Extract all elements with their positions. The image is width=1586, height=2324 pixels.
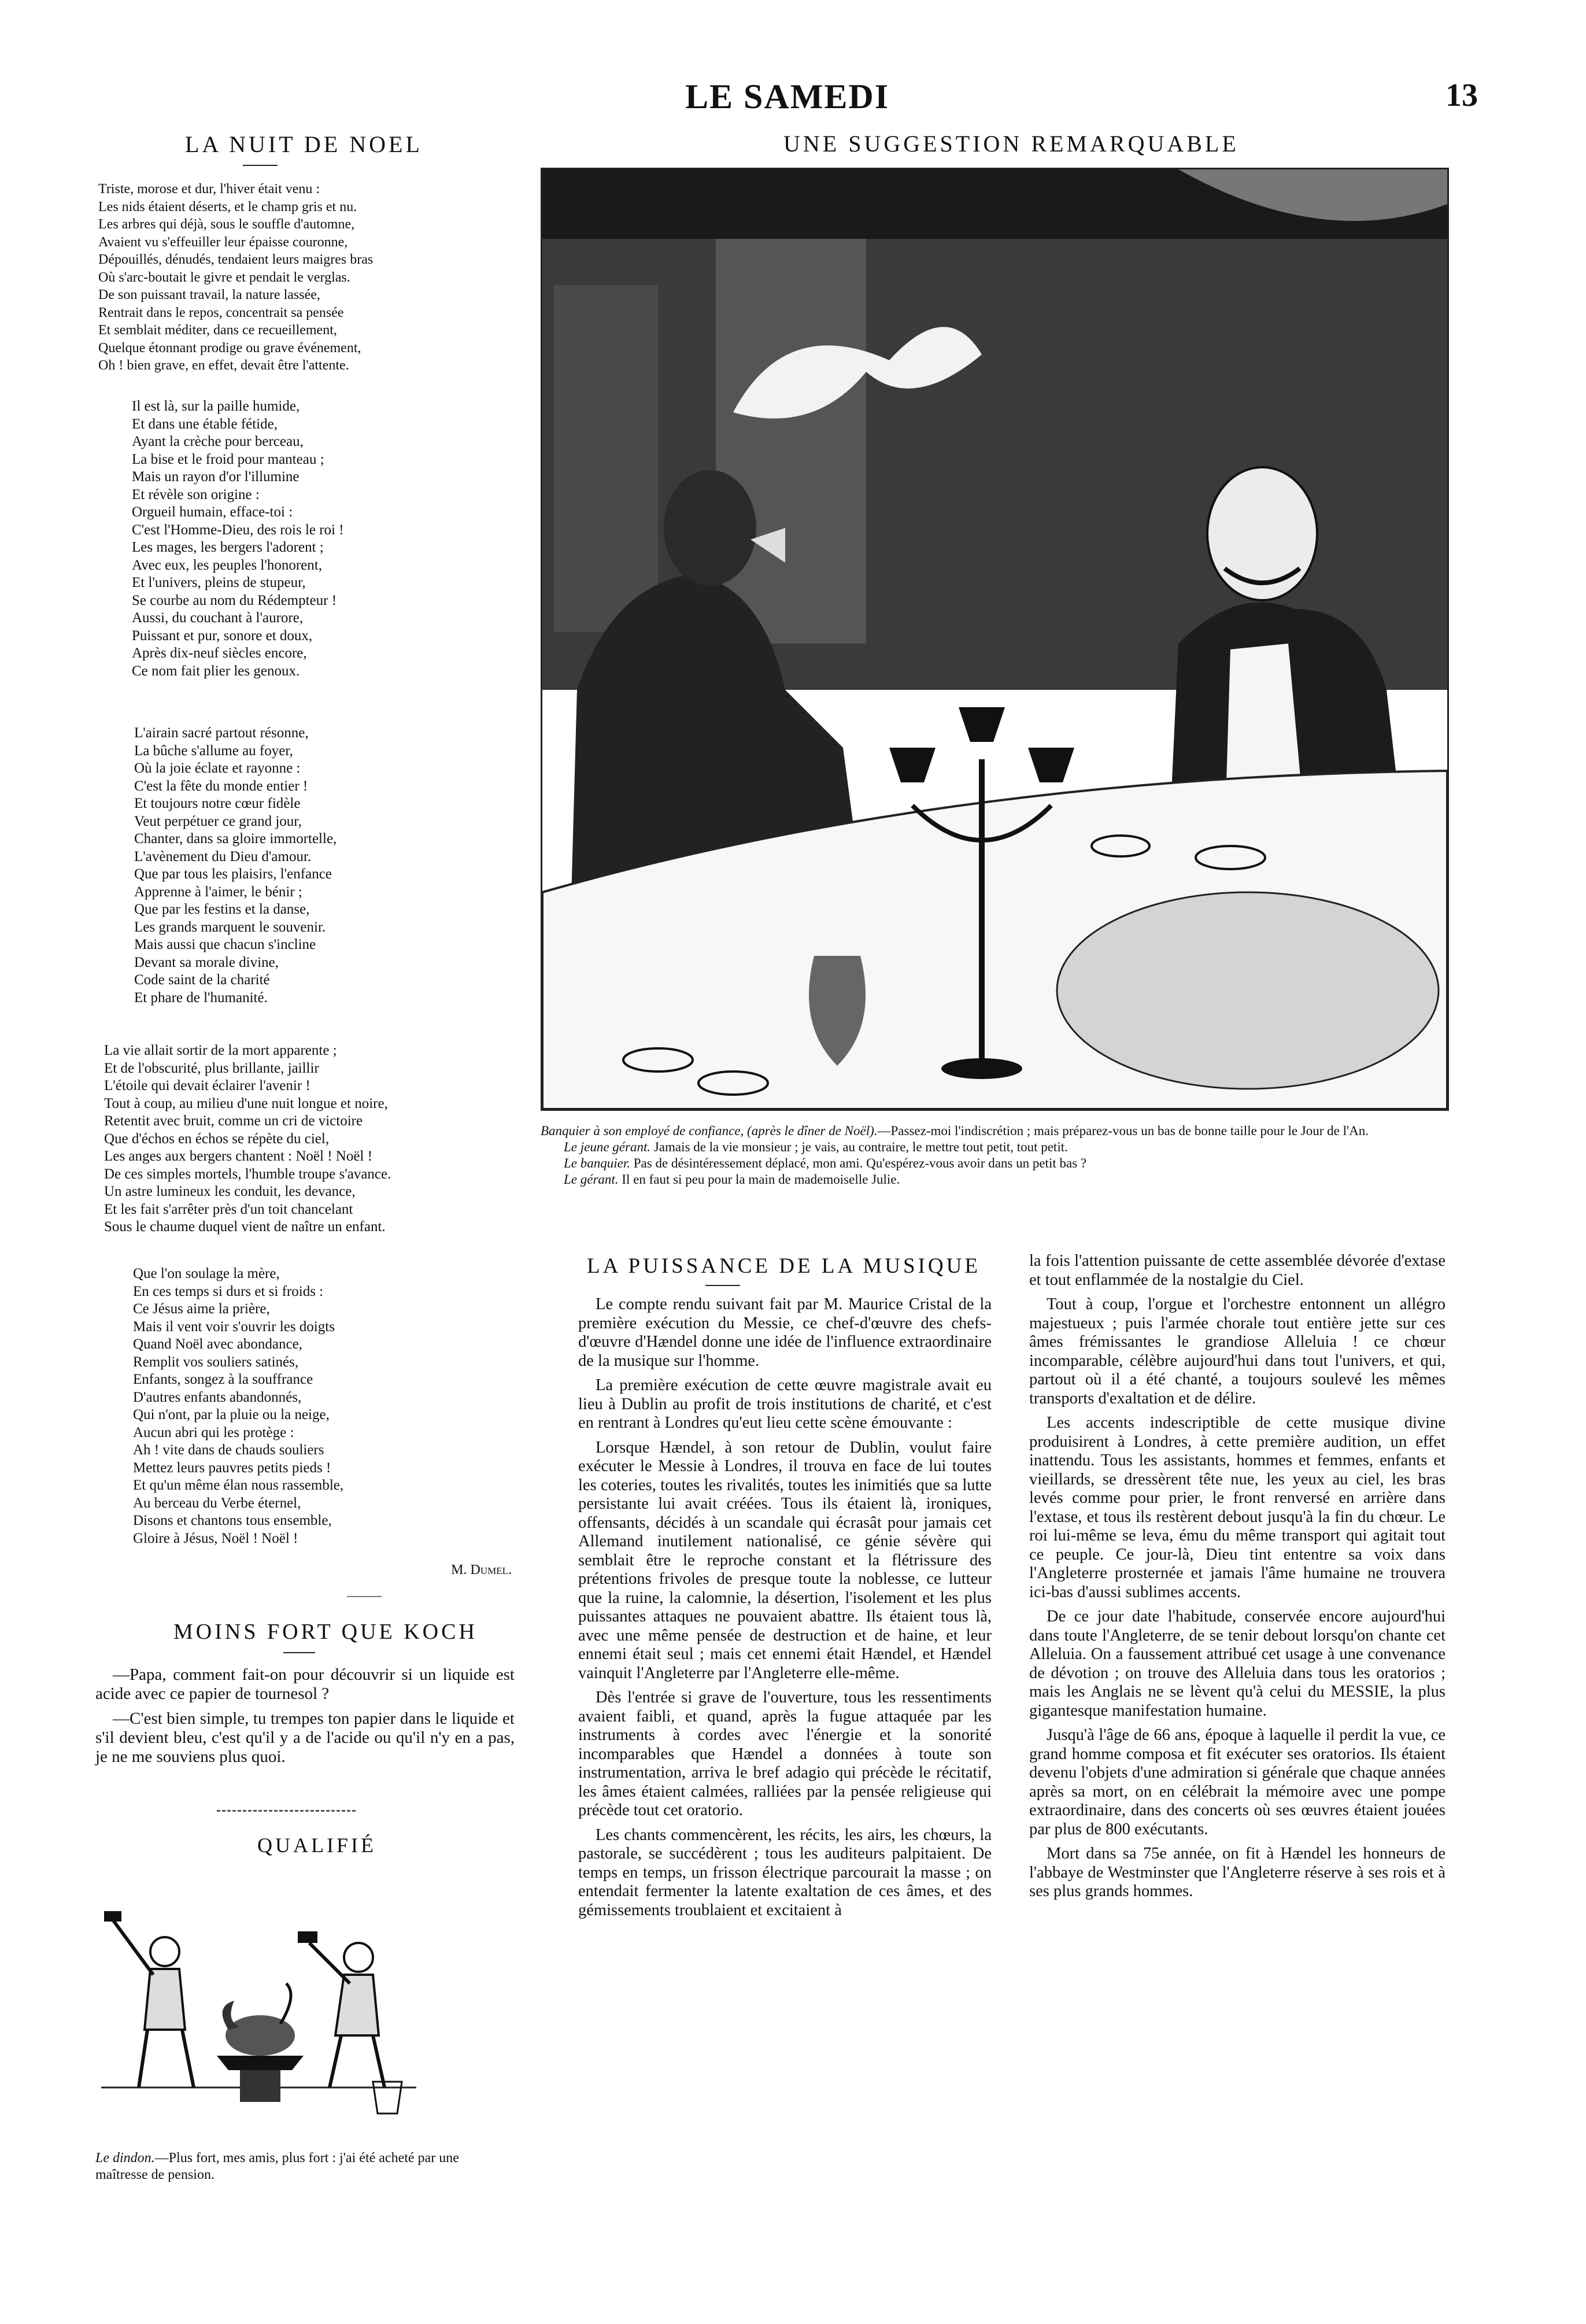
caption-text: —Passez-moi l'indiscrétion ; mais préparez-vous un bas de bonne taille pour le Jour de l'An.: [877, 1124, 1369, 1138]
caption-text: —Plus fort, mes amis, plus fort : j'ai été acheté par une maîtresse de pension.: [95, 2151, 459, 2182]
musique-paragraph: Mort dans sa 75e année, on fit à Hændel les honneurs de l'abbaye de Westminster que l'Angleterre réserve à ses rois et à ses plus grands hommes.: [1029, 1845, 1445, 1900]
section-divider: [347, 1596, 382, 1597]
koch-paragraph: —C'est bien simple, tu trempes ton papier dans le liquide et s'il devient bleu, c'est qu'il y a de l'acide ou qu'il n'y en a pas, je ne me souviens plus quoi.: [95, 1709, 515, 1766]
title-rule: [283, 1652, 315, 1653]
musique-column-1: [578, 1295, 992, 1926]
koch-title: MOINS FORT QUE KOCH: [173, 1620, 478, 1644]
musique-paragraph: la fois l'attention puissante de cette assemblée dévorée d'extase et tout enflammée de la nostalgie du Ciel.: [1029, 1252, 1445, 1289]
poem-stanza-4: La vie allait sortir de la mort apparente ; Et de l'obscurité, plus brillante, jaillir L'étoile qui devait éclairer l'avenir ! Tout à coup, au milieu d'une nuit longue et noire, Retentit avec bruit, comme un cri de victoire Que d'échos en échos se répète du ciel, Les anges aux bergers chantent : Noël ! Noël ! De ces simples mortels, l'humble troupe s'avance. Un astre lumineux les conduit, les devance, Et les fait s'arrêter près d'un toit chancelant Sous le chaume duquel vient de naître un enfant.: [104, 1043, 391, 1235]
caption-lead: Le jeune gérant.: [564, 1140, 651, 1154]
poem-signature: M. Dumel.: [451, 1562, 512, 1577]
musique-paragraph: Le compte rendu suivant fait par M. Maurice Cristal de la première exécution du Messie, ce chef-d'œuvre des chefs-d'œuvre d'Hændel donne une idée de l'influence extraordinaire de la musique sur l'homme.: [578, 1295, 992, 1370]
caption-lead: Le banquier.: [564, 1156, 630, 1170]
qualifie-caption: [95, 2150, 515, 2183]
caption-line: [541, 1139, 1445, 1155]
caption-lead: Le gérant.: [564, 1172, 619, 1187]
poem-stanza-2: Il est là, sur la paille humide, Et dans une étable fétide, Ayant la crèche pour berceau, La bise et le froid pour manteau ; Mais un rayon d'or l'illumine Et révèle son origine : Orgueil humain, efface-toi : C'est l'Homme-Dieu, des rois le roi ! Les mages, les bergers l'adorent ; Avec eux, les peuples l'honorent, Et l'univers, pleins de stupeur, Se courbe au nom du Rédempteur ! Aussi, du couchant à l'aurore, Puissant et pur, sonore et doux, Après dix-neuf siècles encore, Ce nom fait plier les genoux.: [132, 398, 344, 679]
caption-line: [541, 1123, 1445, 1139]
title-rule: [243, 165, 278, 166]
poem-title: LA NUIT DE NOEL: [185, 131, 423, 157]
banquet-drawing: [542, 169, 1447, 1109]
musique-paragraph: Les chants commencèrent, les récits, les airs, les chœurs, la pastorale, se succédèrent ; tous les auditeurs palpitaient. De temps en temps, un frisson électrique parcourait la masse ; on entendait fermenter la latente exaltation de ces âmes, et des gémissements troublaient et excitaient à: [578, 1826, 992, 1919]
poem-stanza-1: Triste, morose et dur, l'hiver était venu : Les nids étaient déserts, et le champ gris et nu. Les arbres qui déjà, sous le souffle d'automne, Avaient vu s'effeuiller leur épaisse couronne, Dépouillés, dénudés, tendaient leurs maigres bras Où s'arc-boutait le givre et pendait le verglas. De son puissant travail, la nature lassée, Rentrait dans le repos, concentrait sa pensée Et semblait méditer, dans ce recueillement, Quelque étonnant prodige ou grave événement, Oh ! bien grave, en effet, devait être l'attente.: [98, 182, 374, 373]
poem-stanza-3: L'airain sacré partout résonne, La bûche s'allume au foyer, Où la joie éclate et rayonne : C'est la fête du monde entier ! Et toujours notre cœur fidèle Veut perpétuer ce grand jour, Chanter, dans sa gloire immortelle, L'avènement du Dieu d'amour. Que par tous les plaisirs, l'enfance Apprenne à l'aimer, le bénir ; Que par les festins et la danse, Les grands marquent le souvenir. Mais aussi que chacun s'incline Devant sa morale divine, Code saint de la charité Et phare de l'humanité.: [134, 725, 337, 1006]
section-divider: [217, 1810, 356, 1812]
qualifie-title: QUALIFIÉ: [257, 1834, 376, 1857]
caption-text: Il en faut si peu pour la main de mademoiselle Julie.: [618, 1172, 900, 1187]
page-number: 13: [1445, 77, 1478, 113]
musique-column-2: [1029, 1252, 1445, 1907]
koch-text: [95, 1665, 515, 1772]
musique-paragraph: Dès l'entrée si grave de l'ouverture, tous les ressentiments avaient faibli, et quand, après la fugue attaquée par les instruments à cordes avec l'énergie et la sonorité incomparables que Hændel a données à toute son instrumentation, arriva le bref adagio qui précède le récitatif, les âmes étaient calmées, ralliées par la pensée religieuse qui précède tout cet oratorio.: [578, 1688, 992, 1819]
caption-text: Jamais de la vie monsieur ; je vais, au contraire, le mettre tout petit, tout petit.: [650, 1140, 1068, 1154]
caption-lead: Le dindon.: [95, 2151, 155, 2166]
suggestion-caption: [541, 1123, 1445, 1188]
musique-paragraph: Tout à coup, l'orgue et l'orchestre entonnent un allégro majestueux ; puis l'armée chorale tout entière jette sur ces âmes frémissantes le grandiose Alleluia ! ce chœur incomparable, célèbre aujourd'hui dans tout l'univers, et qui, partout où il a été chanté, a toujours soulevé les mêmes transports d'exaltation et de délire.: [1029, 1295, 1445, 1407]
banquet-illustration: [541, 168, 1449, 1111]
koch-paragraph: —Papa, comment fait-on pour découvrir si un liquide est acide avec ce papier de tournesol ?: [95, 1665, 515, 1703]
poem-stanza-5: Que l'on soulage la mère, En ces temps si durs et si froids : Ce Jésus aime la prière, Mais il vent voir s'ouvrir les doigts Quand Noël avec abondance, Remplit vos souliers satinés, Enfants, songez à la souffrance D'autres enfants abandonnés, Qui n'ont, par la pluie ou la neige, Aucun abri qui les protège : Ah ! vite dans de chauds souliers Mettez leurs pauvres petits pieds ! Et qu'un même élan nous rassemble, Au berceau du Verbe éternel, Disons et chantons tous ensemble, Gloire à Jésus, Noël ! Noël !: [133, 1266, 344, 1546]
musique-paragraph: De ce jour date l'habitude, conservée encore aujourd'hui dans toute l'Angleterre, de se tenir debout lorsqu'on chante cet Alleluia. On a faussement attribué cet usage à une convenance de dévotion ; on trouve des Alleluia dans tous les oratorios ; mais les Anglais ne se lèvent qu'à celui du MESSIE, la plus gigantesque manifestation humaine.: [1029, 1608, 1445, 1720]
title-rule: [705, 1285, 740, 1286]
newspaper-title: LE SAMEDI: [685, 77, 890, 116]
musique-paragraph: La première exécution de cette œuvre magistrale avait eu lieu à Dublin au profit de trois institutions de charité, et c'est en rentrant à Londres qu'eut lieu cette scène émouvante :: [578, 1376, 992, 1432]
turkey-drawing: [101, 1897, 416, 2140]
musique-paragraph: Les accents indescriptible de cette musique divine produisirent à Londres, à cette première audition, un effet inattendu. Tous les assistants, hommes et femmes, enfants et vieillards, se dressèrent tête nue, les yeux au ciel, les bras levés comme pour prier, le front renversé en arrière dans l'extase, et tous ils restèrent debout jusqu'à la fin du chœur. Le roi lui-même se leva, ému du même transport qui agitait tout ce peuple. Ce jour-là, Dieu tint ententre sa voix dans l'Angleterre prosternée et jamais l'âme humaine ne trouvera ici-bas d'aussi sublimes accents.: [1029, 1414, 1445, 1601]
turkey-illustration: [101, 1897, 416, 2140]
caption-line: [541, 1155, 1445, 1172]
caption-lead: Banquier à son employé de confiance, (après le dîner de Noël).: [541, 1124, 878, 1138]
caption-line: [541, 1172, 1445, 1188]
musique-paragraph: Lorsque Hændel, à son retour de Dublin, voulut faire exécuter le Messie à Londres, il trouva en face de lui toutes les coteries, toutes les rivalités, toutes les inimitiés que sa lutte persistante lui avait créées. Tous ils étaient là, ironiques, offensants, décidés à un scandale qui écrasât pour jamais cet Allemand inutilement nationalisé, ce génie sévère qui semblait être le reproche constant et la flétrissure des prétentions frivoles de presque toute la noblesse, ce lutteur que la ruine, la calomnie, la désertion, l'isolement et les plus puissantes attaques ne pouvaient abattre. Ils étaient tous là, avec une même pensée de destruction et de haine, et leur ennemi était seul ; mais cet ennemi était Hændel, et Hændel vainquit l'Angleterre par l'Angleterre elle-même.: [578, 1438, 992, 1682]
musique-paragraph: Jusqu'à l'âge de 66 ans, époque à laquelle il perdit la vue, ce grand homme composa et fit exécuter ses oratorios. Ils étaient devenu l'objets d'une admiration si générale que chaque années après sa mort, on en célébrait la mémoire avec une pompe extraordinaire, dans des concerts où ses œuvres étaient jouées par plus de 800 exécutants.: [1029, 1726, 1445, 1838]
caption-text: Pas de désintéressement déplacé, mon ami. Qu'espérez-vous avoir dans un petit bas ?: [630, 1156, 1087, 1170]
suggestion-title: UNE SUGGESTION REMARQUABLE: [783, 131, 1239, 157]
musique-title: LA PUISSANCE DE LA MUSIQUE: [587, 1254, 981, 1278]
